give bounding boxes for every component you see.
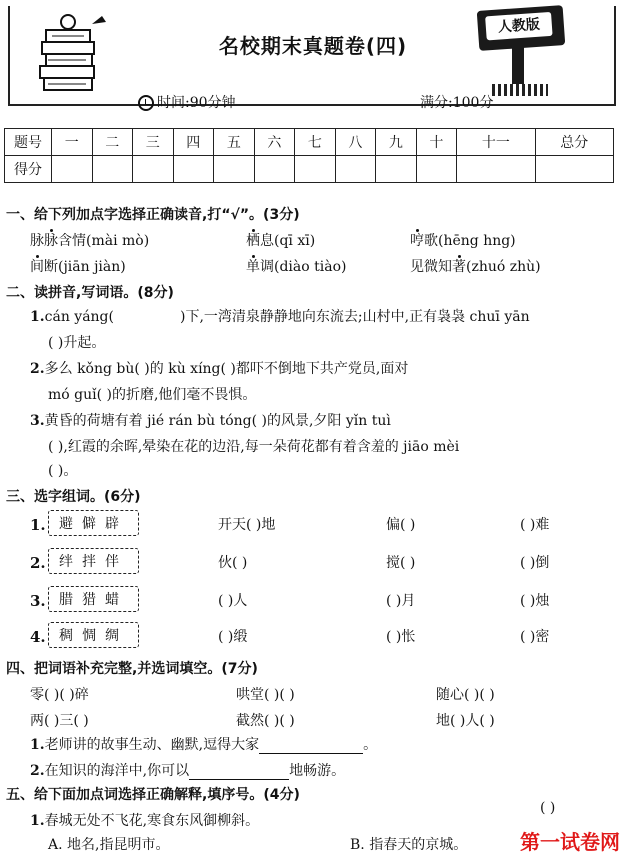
fill-item: ( )密 [520,629,550,645]
idiom-item: 两( )三( ) [30,713,89,729]
section-2-title: 二、读拼音,写词语。(8分) [6,285,174,301]
table-cell: 四 [173,129,214,156]
score-table [4,128,614,183]
row-number: 4. [30,628,46,646]
fill-item: ( )月 [386,593,416,609]
question-2-3: 3.黄昏的荷塘有着 jié rán bù tóng( )的风景,夕阳 yǐn tuì [30,413,391,429]
table-cell: 三 [133,129,174,156]
grass-decoration [492,84,548,96]
question-5-1: 1.春城无处不飞花,寒食东风御柳斜。 [30,813,260,829]
score-table-score-row [5,156,614,183]
score-input-cell[interactable] [335,156,376,183]
score-input-cell[interactable] [295,156,336,183]
score-input-cell[interactable] [535,156,614,183]
char-choice-box: 稠惆绸 [48,622,139,648]
char-choice-box: 避僻辟 [48,510,139,536]
idiom-item: 地( )人( ) [436,713,495,729]
option-b: B. 指春天的京城。 [350,837,468,853]
score-input-cell[interactable] [376,156,417,183]
char-choice-box: 腊猎蜡 [48,586,139,612]
pinyin-item: 脉脉含情(mài mò) [30,233,150,249]
fill-item: ( )倒 [520,555,550,571]
clock-icon [138,95,154,111]
answer-blank[interactable] [189,765,289,780]
section-3-title: 三、选字组词。(6分) [6,489,141,505]
row-number: 2. [30,554,46,572]
score-input-cell[interactable] [52,156,93,183]
pinyin-item: 哼歌(hēng hng) [410,233,516,249]
row-number: 1. [30,516,46,534]
section-5-title: 五、给下面加点词选择正确解释,填序号。(4分) [6,787,300,803]
pinyin-item: 单调(diào tiào) [246,259,347,275]
option-a: A. 地名,指昆明市。 [48,837,170,853]
score-input-cell[interactable] [457,156,535,183]
question-4-1: 1.老师讲的故事生动、幽默,逗得大家 。 [30,737,378,753]
table-cell: 五 [214,129,255,156]
exam-title: 名校期末真题卷(四) [218,34,408,58]
idiom-item: 零( )( )碎 [30,687,89,703]
score-input-cell[interactable] [92,156,133,183]
table-cell: 六 [254,129,295,156]
score-input-cell[interactable] [214,156,255,183]
question-4-2: 2.在知识的海洋中,你可以 地畅游。 [30,763,346,779]
fill-item: ( )怅 [386,629,416,645]
fill-item: ( )烛 [520,593,550,609]
question-2-1: 1.cán yáng( )下,一湾清泉静静地向东流去;山村中,正有袅袅 chuī yān [30,309,530,325]
fill-item: 伙( ) [218,555,248,571]
fill-item: ( )缎 [218,629,248,645]
score-input-cell[interactable] [416,156,457,183]
table-cell: 总分 [535,129,614,156]
table-cell: 一 [52,129,93,156]
table-cell: 十一 [457,129,535,156]
question-2-2: 2.多么 kǒng bù( )的 kù xíng( )都吓不倒地下共产党员,面对 [30,361,409,377]
question-2-2-cont: mó guǐ( )的折磨,他们毫不畏惧。 [48,387,257,403]
pinyin-item: 栖息(qī xī) [246,233,316,249]
section-1-title: 一、给下列加点字选择正确读音,打“√”。(3分) [6,207,300,223]
fill-item: 搅( ) [386,555,416,571]
table-cell: 七 [295,129,336,156]
char-choice-box: 绊拌伴 [48,548,139,574]
fill-item: 偏( ) [386,517,416,533]
answer-blank[interactable] [259,739,363,754]
time-text: 时间:90分钟 [157,95,236,111]
exam-time [138,92,236,112]
edition-label: 人教版 [485,12,553,41]
edition-sign [477,5,566,51]
table-cell: 十 [416,129,457,156]
row-number: 3. [30,592,46,610]
question-2-3-cont: ( ),红霞的余晖,晕染在花的边沿,每一朵荷花都有着含羞的 jiāo mèi [48,439,460,455]
idiom-item: 截然( )( ) [236,713,295,729]
full-score: 满分:100分 [420,95,494,111]
score-input-cell[interactable] [133,156,174,183]
watermark-text: 第一试卷网 [520,830,620,854]
score-input-cell[interactable] [254,156,295,183]
question-2-3-end: ( )。 [48,463,78,479]
question-2-1-cont: ( )升起。 [48,335,106,351]
fill-item: ( )难 [520,517,550,533]
table-cell: 九 [376,129,417,156]
table-cell: 得分 [5,156,52,183]
table-cell: 八 [335,129,376,156]
pinyin-item: 间断(jiān jiàn) [30,259,126,275]
answer-paren[interactable]: ( ) [540,800,556,816]
score-input-cell[interactable] [173,156,214,183]
section-4-title: 四、把词语补充完整,并选词填空。(7分) [6,661,258,677]
fill-item: 开天( )地 [218,517,276,533]
idiom-item: 随心( )( ) [436,687,495,703]
idiom-item: 哄堂( )( ) [236,687,295,703]
table-cell: 题号 [5,129,52,156]
score-table-header-row [5,129,614,156]
table-cell: 二 [92,129,133,156]
pinyin-item: 见微知著(zhuó zhù) [410,259,541,275]
fill-item: ( )人 [218,593,248,609]
